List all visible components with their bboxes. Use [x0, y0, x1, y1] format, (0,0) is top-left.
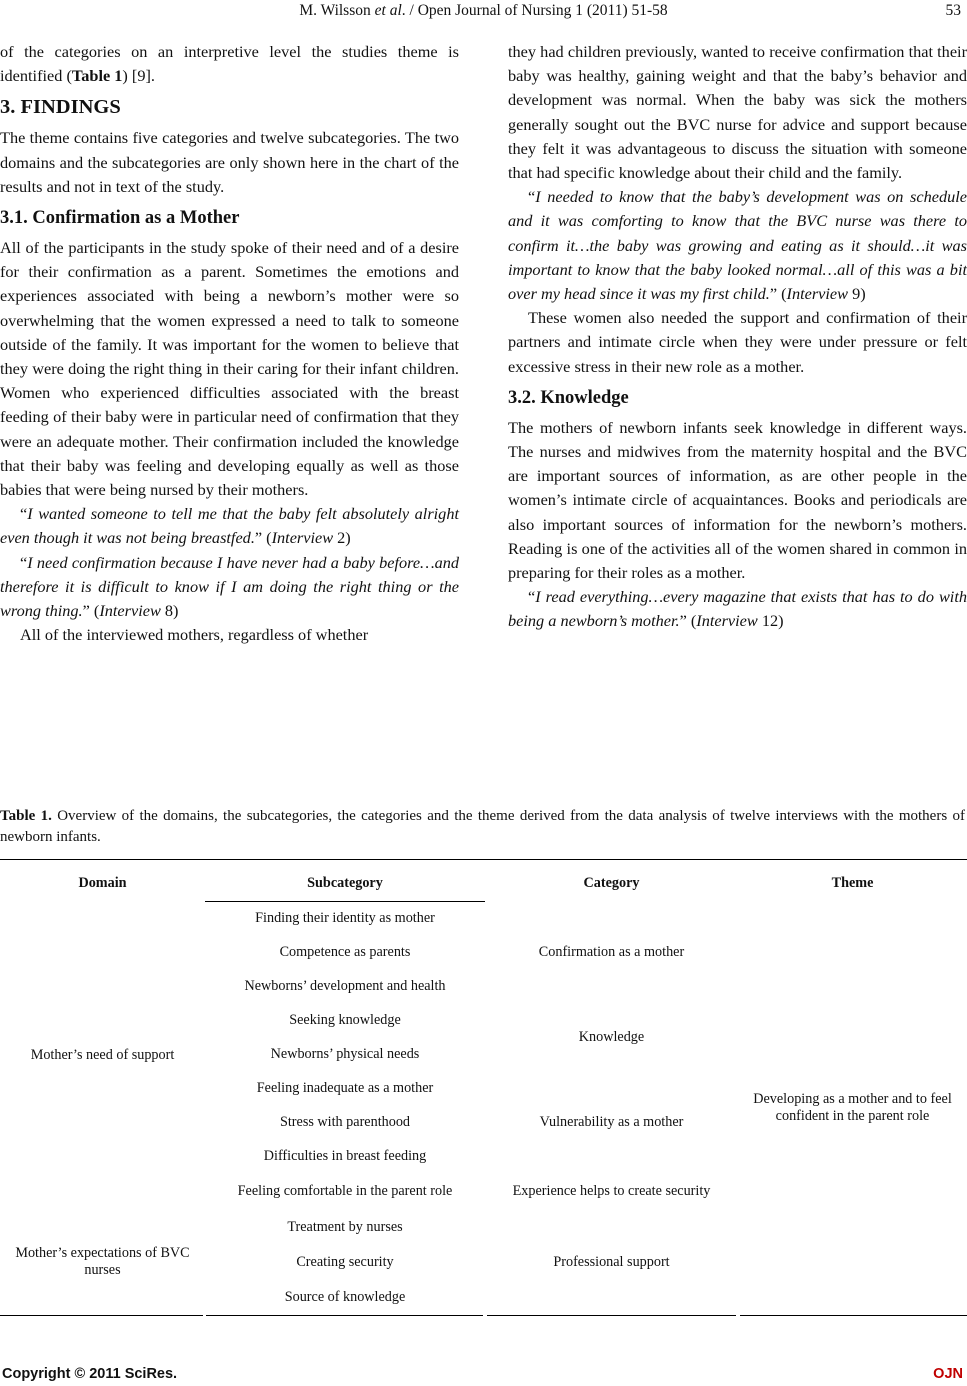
table-header-rule	[205, 901, 485, 902]
quote-interview-9	[508, 185, 967, 306]
table-cell-subcategory: Difficulties in breast feeding	[263, 1148, 427, 1164]
paragraph-partners: These women also needed the support and confirmation of their partners and intimate circle when they were under pressure or felt excessive stress in their new role as a mother.	[508, 308, 967, 376]
table-reference-link[interactable]: Table 1	[71, 66, 123, 86]
paragraph-confirmation: All of the participants in the study spoke of their need and of a desire for their confirmation as a parent. Sometimes the emotions and experiences associated with being a newborn’s mother were so overwhelming that the women expressed a need to talk to someone outside of the family. It was important for the women to believe that they were doing the right thing in their caring for their infant children. Women who experienced difficulties associated with the breast feeding of their baby were in particular need of confirmation that they were an adequate mother. Their confirmation included the knowledge that their baby was feeling and developing equally as well as those babies that were being nursed by their mothers.	[0, 238, 459, 500]
table-cell-subcategory: Finding their identity as mother	[255, 910, 435, 926]
running-head-etal: et al	[374, 2, 402, 19]
table-cell-theme: Developing as a mother and to feel confident in the parent role	[753, 1091, 952, 1124]
quote-close-mark: ” (	[82, 601, 100, 621]
table-caption	[0, 806, 965, 848]
paragraph-intro-end: ) [9].	[122, 66, 155, 86]
running-head-author: M. Wilsson	[299, 2, 375, 19]
page-footer	[0, 1366, 967, 1386]
quote-interview-12	[508, 585, 967, 633]
quote-open-mark: “	[528, 187, 536, 207]
paragraph-findings: The theme contains five categories and twelve subcategories. The two domains and the subcategories are only shown here in the chart of the results and not in text of the study.	[0, 128, 459, 196]
quote-text: I needed to know that the baby’s development was on schedule and it was comforting to know that the BVC nurse was there to confirm it…the baby was growing and eating as it should…it was important to know that the baby looked normal…all of this was a bit over my head since it was my first child.	[508, 187, 967, 304]
quote-close-mark: ” (	[769, 284, 787, 304]
running-head	[0, 2, 967, 26]
table-cell-subcategory: Competence as parents	[279, 944, 411, 960]
paragraph-mothers: All of the interviewed mothers, regardless of whether	[20, 625, 369, 645]
paragraph-knowledge: The mothers of newborn infants seek knowledge in different ways. The nurses and midwives from the maternity hospital and the BVC are important sources of information, as are other people in the women’s intimate circle of acquaintances. Books and periodicals are also important sources of information for the newborn’s mothers. Reading is one of the activities all of the women shared in common in preparing for their roles as a mother.	[508, 417, 967, 583]
quote-text: I read everything…every magazine that exists that has to do with being a newborn’s mother.	[508, 587, 967, 631]
table-header-subcategory: Subcategory	[307, 875, 383, 891]
table-cell-domain: Mother’s expectations of BVC nurses	[15, 1245, 190, 1278]
table-caption-text: Overview of the domains, the subcategories, the categories and the theme derived from the data analysis of twelve interviews with the mothers of newborn infants.	[0, 808, 965, 845]
table-cell-category: Confirmation as a mother	[538, 944, 685, 960]
table-cell-domain: Mother’s need of support	[30, 1047, 175, 1063]
table-cell-subcategory: Seeking knowledge	[289, 1012, 401, 1028]
quote-interview-2	[0, 502, 459, 550]
table-cell-subcategory: Stress with parenthood	[279, 1114, 411, 1130]
paragraph-intro-text: of the categories on an interpretive level the studies theme is identified (	[0, 42, 459, 86]
table-cell-category: Vulnerability as a mother	[539, 1114, 684, 1130]
quote-open-mark: “	[20, 504, 28, 524]
journal-abbreviation: OJN	[933, 1366, 963, 1382]
left-column	[0, 40, 459, 647]
copyright-notice: Copyright © 2011 SciRes.	[2, 1366, 178, 1382]
table-cell-subcategory: Creating security	[296, 1254, 394, 1270]
quote-open-mark: “	[528, 587, 536, 607]
quote-open-mark: “	[20, 552, 28, 572]
quote-source-number: 9)	[848, 284, 866, 304]
quote-source: Interview	[696, 611, 758, 631]
table-cell-category: Professional support	[553, 1254, 670, 1270]
table-cell-category: Knowledge	[578, 1029, 645, 1045]
table-cell-subcategory: Treatment by nurses	[287, 1219, 403, 1235]
quote-interview-8	[0, 551, 459, 624]
quote-source-number: 2)	[333, 528, 351, 548]
section-heading-findings: 3. FINDINGS	[0, 96, 121, 119]
table-cell-subcategory: Source of knowledge	[284, 1289, 406, 1305]
paragraph-intro	[0, 40, 459, 88]
running-head-citation	[0, 2, 967, 20]
subsection-heading-confirmation: 3.1. Confirmation as a Mother	[0, 208, 240, 229]
table-caption-label: Table 1.	[0, 808, 52, 824]
table-bottom-rule	[487, 1315, 736, 1316]
quote-close-mark: ” (	[254, 528, 272, 548]
quote-source: Interview	[271, 528, 334, 548]
quote-source-number: 12)	[757, 611, 784, 631]
quote-source-number: 8)	[160, 601, 179, 621]
table-header-category: Category	[583, 875, 640, 891]
table-top-rule	[0, 859, 967, 860]
results-table	[0, 859, 967, 1319]
table-header-theme: Theme	[831, 875, 874, 891]
paragraph-continued: they had children previously, wanted to receive confirmation that their baby was healthy, gaining weight and that the baby’s behavior and development was normal. When the baby was sick the mothers generally sought out the BVC nurse for advice and support because they felt it was advantageous to discuss the situation with someone that had specific knowledge about their child and the family.	[508, 42, 967, 183]
quote-close-mark: ” (	[679, 611, 697, 631]
table-cell-subcategory: Newborns’ development and health	[244, 978, 446, 994]
table-cell-category: Experience helps to create security	[512, 1183, 711, 1199]
page-number: 53	[945, 2, 961, 19]
table-header-domain: Domain	[78, 875, 127, 891]
quote-source: Interview	[786, 284, 849, 304]
quote-text: I need confirmation because I have never had a baby before…and therefore it is difficult to know if I am doing the right thing or the wrong thing.	[0, 552, 459, 621]
table-bottom-rule	[0, 1315, 203, 1316]
table-cell-subcategory: Newborns’ physical needs	[270, 1046, 420, 1062]
quote-text: I wanted someone to tell me that the baby felt absolutely alright even though it was not being breastfed.	[0, 504, 459, 548]
quote-source: Interview	[99, 601, 161, 621]
right-column	[508, 40, 967, 634]
table-cell-subcategory: Feeling comfortable in the parent role	[237, 1183, 453, 1199]
running-head-journal: . / Open Journal of Nursing 1 (2011) 51-58	[401, 2, 668, 19]
table-bottom-rule	[206, 1315, 483, 1316]
subsection-heading-knowledge: 3.2. Knowledge	[508, 387, 629, 408]
table-bottom-rule	[740, 1315, 967, 1316]
table-cell-subcategory: Feeling inadequate as a mother	[256, 1080, 434, 1096]
